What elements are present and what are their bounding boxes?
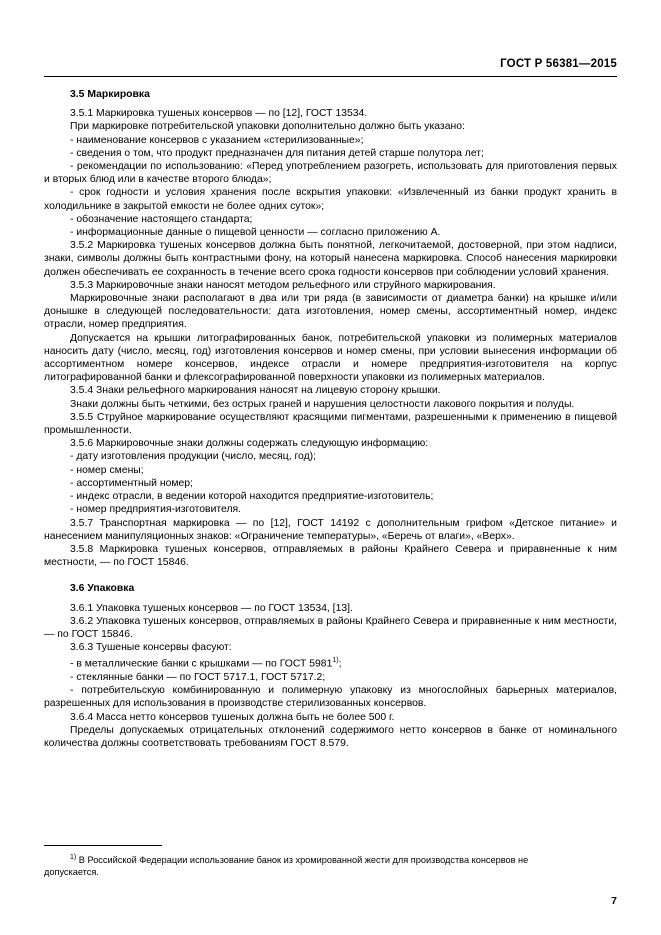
list-item-metal-cans: - в металлические банки с крышками — по ГОСТ 5981$^{1)}$; <box>70 657 342 670</box>
list-item-metal-cans-text: - в металлические банки с крышками — по ГОСТ 5981 <box>70 658 333 670</box>
footnote-divider <box>44 845 162 846</box>
list-item-usage: - рекомендации по использованию: «Перед употреблением разогреть, использовать для приготовления первых и вторых блюд или в качестве второго блюда»; <box>44 161 617 186</box>
paragraph-3-6-1: 3.6.1 Упаковка тушеных консервов — по ГОСТ 13534, [13]. <box>70 602 353 614</box>
document-body <box>44 88 617 750</box>
footnote-marker: 1) <box>70 854 77 861</box>
paragraph-3-6-3: 3.6.3 Тушеные консервы фасуют: <box>70 642 232 654</box>
list-item-date: - дату изготовления продукции (число, месяц, год); <box>70 451 316 463</box>
footnote-line-1 <box>44 852 617 866</box>
list-item-manufacturer: - номер предприятия-изготовителя. <box>70 504 242 516</box>
paragraph-3-5-4: 3.5.4 Знаки рельефного маркирования наносят на лицевую сторону крышки. <box>70 385 441 397</box>
paragraph-3-5-3: 3.5.3 Маркировочные знаки наносят методом рельефного или струйного маркирования. <box>70 279 496 291</box>
paragraph-deviations: Пределы допускаемых отрицательных отклонений содержимого нетто консервов в банке от номинального количества должны соответствовать требованиям ГОСТ 8.579. <box>44 724 617 750</box>
list-item-name: - наименование консервов с указанием «стерилизованные»; <box>70 134 364 146</box>
list-item-polymer-pack: - потребительскую комбинированную и полимерную упаковку из многослойных барьерных материалов, разрешенных для использования в производстве стерилизованных консервов. <box>44 685 617 710</box>
list-item-industry-index: - индекс отрасли, в ведении которой находится предприятие-изготовитель; <box>70 491 434 503</box>
paragraph-3-5-6: 3.5.6 Маркировочные знаки должны содержать следующую информацию: <box>70 438 429 450</box>
list-item-assortment: - ассортиментный номер; <box>70 477 193 489</box>
header-divider <box>44 76 617 77</box>
paragraph-3-5-7: 3.5.7 Транспортная маркировка — по [12], ГОСТ 14192 с дополнительным грифом «Детское питание» и нанесением манипуляционных знаков: «Ограничение температуры», «Беречь от влаги», «Верх». <box>44 517 617 542</box>
paragraph-3-5-8: 3.5.8 Маркировка тушеных консервов, отправляемых в районы Крайнего Севера и приравненные к ним местности, — по ГОСТ 15846. <box>44 543 617 569</box>
paragraph-3-6-2: 3.6.2 Упаковка тушеных консервов, отправляемых в районы Крайнего Севера и приравненные к ним местности, — по ГОСТ 15846. <box>44 615 617 640</box>
section-title-3-6: 3.6 Упаковка <box>70 583 135 595</box>
list-item-shelflife: - срок годности и условия хранения после вскрытия упаковки: «Извлеченный из банки продукт хранить в холодильнике в закрытой емкости не более одних суток»; <box>44 187 617 212</box>
footnote-text-1: В Российской Федерации использование банок из хромированной жести для производства консервов не <box>78 855 529 866</box>
paragraph-marks-quality: Знаки должны быть четкими, без острых граней и нарушения целостности лакового покрытия и полуды. <box>70 398 575 410</box>
paragraph-3-5-1: 3.5.1 Маркировка тушеных консервов — по [12], ГОСТ 13534. <box>70 108 368 120</box>
footnote-reference: 1) <box>332 657 339 665</box>
paragraph-marking-order: Маркировочные знаки располагают в два или три ряда (в зависимости от диаметра банки) на крышке и/или донышке в следующей последовательности: дата изготовления, номер смены, ассортиментный номер, индекс отрасли, номер предприятия. <box>44 293 617 331</box>
paragraph-marking-intro: При маркировке потребительской упаковки дополнительно должно быть указано: <box>70 121 465 133</box>
list-item-glass-jars: - стеклянные банки — по ГОСТ 5717.1, ГОСТ 5717.2; <box>70 672 326 683</box>
page-header-standard-id: ГОСТ Р 56381—2015 <box>500 58 617 70</box>
list-item-shift: - номер смены; <box>70 464 144 476</box>
list-item-nutrition: - информационные данные о пищевой ценности — согласно приложению А. <box>70 227 441 239</box>
footnote-block <box>44 852 617 878</box>
list-item-age: - сведения о том, что продукт предназначен для питания детей старше полутора лет; <box>70 147 484 159</box>
paragraph-3-5-2: 3.5.2 Маркировка тушеных консервов должна быть понятной, легкочитаемой, достоверной, при этом надписи, знаки, символы должны быть контрастными фону, на который нанесена маркировка. Способ нанесения маркировки должен обеспечивать ее сохранность в течение всего срока годности консервов при соблюдении условий хранения. <box>44 240 617 278</box>
paragraph-3-6-4: 3.6.4 Масса нетто консервов тушеных должна быть не более 500 г. <box>70 711 395 723</box>
paragraph-litho-cans: Допускается на крышки литографированных банок, потребительской упаковки из полимерных материалов наносить дату (число, месяц, год) изготовления консервов и номер смены, при условии вынесения информации об ассортиментном номере консервов, индексе отрасли и номере предприятия-изготовителя на корпус литографированной банки и флексографированной поверхности упаковки из полимерных материалов. <box>44 332 617 384</box>
page-number: 7 <box>611 895 617 907</box>
section-title-3-5: 3.5 Маркировка <box>70 89 150 100</box>
paragraph-3-5-5: 3.5.5 Струйное маркирование осуществляют красящими пигментами, разрешенными к применению в пищевой промышленности. <box>44 411 617 437</box>
footnote-line-2: допускается. <box>44 867 99 878</box>
list-item-standard: - обозначение настоящего стандарта; <box>70 213 253 225</box>
